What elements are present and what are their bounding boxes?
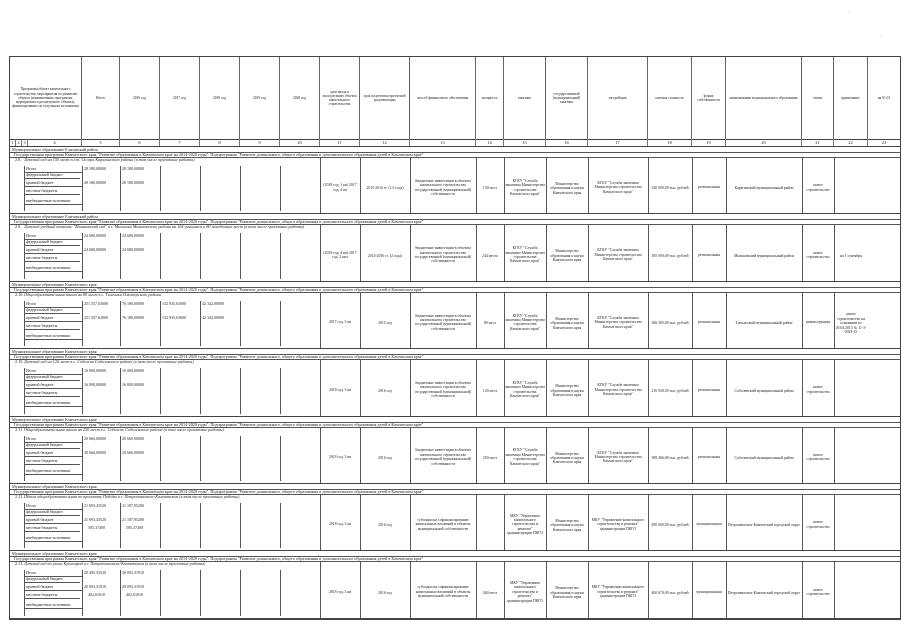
cell-cost: 490 000,00 тыс. рублей [651, 523, 689, 528]
object-number: 2.9. [15, 224, 22, 230]
column-number: 19 [692, 139, 726, 146]
cell-gov: Министерство образования и науки Камчатского края [550, 586, 584, 600]
column-number: 6 [120, 139, 160, 146]
header-cell: срок ввода в эксплуатацию объекта капитального строительства [320, 57, 360, 139]
header-cell: сметная стоимость [648, 57, 692, 139]
cell-customer: КГКУ "Служба заказчика Министерства строительства Камчатского края" [505, 381, 545, 399]
cell-capacity: 244 места [482, 253, 498, 258]
row-label-local: местные бюджеты [26, 457, 58, 463]
column-number: 23 [881, 140, 887, 145]
cell-ownership: региональная [698, 252, 720, 257]
header-cell: 2019 год [240, 57, 280, 139]
header-cell: на 01.01 [877, 95, 891, 100]
value-total: 21 187,95200 [122, 503, 144, 508]
cell-note: на 1 сентября [840, 253, 862, 258]
program-title: Государственная программа Камчатского края "Развитие образования в Камчатском крае на 2014-2020 годы". Подпрограмма "Развитие дошкольного, общего образования и дополнительного образования детей в Камчатском крае" [14, 286, 424, 292]
row-label-regional: краевой бюджет [26, 517, 54, 522]
row-label-regional: краевой бюджет [26, 247, 54, 253]
row-label-regional: краевой бюджет [26, 449, 54, 455]
page-mark: · [848, 10, 850, 16]
row-label-federal: федеральный бюджет [26, 306, 63, 312]
cell-note: новое строительство на основании от 29.04.2015 № 11-3-0023-15 [835, 312, 867, 335]
cell-commission: 2018 год, 3 кв [328, 387, 352, 392]
value-regional: 24 680,00000 [84, 247, 106, 253]
row-label-federal: федеральный бюджет [26, 172, 63, 177]
cell-design: 2016 год [378, 388, 392, 393]
cell-capacity: 80 мест [483, 321, 497, 326]
column-number: 22 [834, 139, 868, 146]
cell-ownership: муниципальная [696, 522, 722, 527]
header-cell: способ финансового обеспечения [410, 57, 476, 139]
cell-funding: бюджетные инвестиции в объекты капитального строительства государственной (муниципальной) собственности [414, 313, 472, 331]
row-label-regional: краевой бюджет [26, 382, 54, 388]
row-label-federal: федеральный бюджет [26, 509, 63, 514]
value-regional: 251 357,63000 [84, 314, 108, 320]
cell-commission: 2018 год, 3 кв [328, 522, 352, 527]
cell-stage: новое строительство [806, 385, 830, 394]
cell-capacity: 260 мест [482, 590, 498, 595]
row-label-total: Итого [26, 503, 37, 508]
object-number: 2.8. [15, 157, 22, 162]
value-total: 24 680,00000 [84, 233, 106, 239]
row-label-extra: внебюджетные источники [26, 332, 71, 338]
cell-customer: КГКУ "Служба заказчика Министерства строительства Камчатского края" [505, 178, 545, 197]
cell-developer: МКУ "Управление капитального строительства и ремонта" администрации ПКГО [591, 585, 645, 599]
object-number: 2.10. [15, 359, 24, 365]
row-label-federal: федеральный бюджет [26, 239, 63, 245]
column-number: 11 [320, 139, 360, 146]
cell-cost: 400 670,00 тыс. рублей [651, 590, 689, 595]
cell-gov: Министерство образования и науки Камчатского края [550, 182, 584, 195]
cell-customer: КГКУ "Служба заказчика Министерства строительства Камчатского края" [505, 448, 545, 466]
row-label-extra: внебюджетные источники [26, 535, 71, 540]
cell-gov: Министерство образования и науки Камчатского края [550, 249, 584, 263]
cell-stage: реконструкция [806, 320, 830, 325]
section-block [10, 214, 900, 281]
cell-mo: Карагинский муниципальный район [734, 186, 794, 191]
municipality-title: Муниципальное образование Елизовский район [12, 147, 98, 152]
cell-stage: новое строительство [806, 452, 830, 462]
row-label-extra: внебюджетные источники [26, 265, 71, 271]
program-title: Государственная программа Камчатского края "Развитие образования в Камчатском крае на 2014-2020 годы". Подпрограмма "Развитие дошкольного, общего образования и дополнительного образования детей в Камчатском крае" [14, 489, 424, 494]
row-label-local: местные бюджеты [26, 390, 58, 396]
header-cell: 2020 год [280, 57, 320, 139]
row-label-local: местные бюджеты [26, 322, 58, 328]
row-label-local: местные бюджеты [26, 188, 58, 193]
value-regional: 16 000,00000 [122, 382, 144, 388]
value-total: 20 660,00000 [122, 435, 144, 441]
cell-ownership: региональная [698, 387, 720, 392]
column-number: 5 [82, 139, 120, 146]
cell-funding: бюджетные инвестиции в объекты капитального строительства государственной (муниципальной) собственности [414, 381, 472, 399]
cell-customer: МКУ "Управление капитального строительства и ремонта" администрации ПКГО [506, 513, 544, 536]
column-number: 7 [160, 139, 200, 146]
value-local: 402,01610 [88, 592, 105, 598]
header-cell: наименование муниципального образования [726, 57, 802, 139]
cell-developer: КГКУ "Служба заказчика Министерства строительства Камчатского края" [594, 315, 642, 329]
row-label-local: местные бюджеты [26, 525, 58, 530]
value-total: 28 180,00000 [84, 166, 106, 171]
row-label-federal: федеральный бюджет [26, 374, 63, 380]
cell-stage: новое строительство [806, 250, 830, 260]
program-title: Государственная программа Камчатского края "Развитие образования в Камчатском крае на 2014-2020 годы". Подпрограмма "Развитие дошкольного, общего образования и дополнительного образования детей в Камчатском крае" [14, 219, 424, 225]
row-label-regional: краевой бюджет [26, 314, 54, 320]
object-number: 2.13. [15, 561, 24, 567]
cell-ownership: муниципальная [696, 589, 722, 594]
column-number: 21 [802, 139, 834, 146]
header-cell: форма собственности [692, 57, 726, 139]
cell-cost: 266 305,00 тыс. рублей [651, 321, 689, 326]
row-label-total: Итого [26, 300, 37, 306]
column-number: 8 [200, 139, 240, 146]
column-number-row [10, 139, 900, 147]
column-number: 15 [504, 139, 546, 146]
row-label-total: Итого [26, 166, 37, 171]
cell-mo: Тигильский муниципальный район [735, 321, 793, 326]
cell-design: 2016 год [378, 456, 392, 461]
header-cell: 2016 год [120, 57, 160, 139]
row-label-total: Итого [26, 435, 37, 441]
value-total: 21 693,43520 [84, 503, 106, 508]
row-label-extra: внебюджетные источники [26, 400, 71, 406]
cell-stage: новое строительство [806, 587, 830, 597]
program-title: Государственная программа Камчатского края "Развитие образования в Камчатском крае на 2014-2020 годы". Подпрограмма "Развитие дошкольного, общего образования и дополнительного образования детей в Камчатском крае" [14, 556, 424, 562]
cell-funding: субсидии на софинансирование капитальных вложений в объекты муниципальной собственности [415, 518, 471, 531]
column-number: 2 [16, 139, 22, 146]
value-total: 42 342,00000 [202, 300, 224, 306]
object-number: 2.10. [15, 291, 24, 297]
cell-customer: КГКУ "Служба заказчика Министерства строительства Камчатского края" [505, 313, 545, 331]
column-number: 20 [726, 139, 802, 146]
column-number: 12 [360, 139, 410, 146]
section-block [10, 484, 900, 551]
row-label-local: местные бюджеты [26, 255, 58, 261]
object-title: Школа общеобразовательная по проспекту Победы в г. Петропавловске-Камчатском (в том числе проектные работы) [24, 494, 240, 499]
program-title: Государственная программа Камчатского края "Развитие образования в Камчатском крае на 2014-2020 годы". Подпрограмма "Развитие дошкольного, общего образования и дополнительного образования детей в Камчатском крае" [14, 354, 424, 360]
document-table [9, 56, 901, 620]
column-number: 3 [22, 139, 28, 146]
value-total: 20 660,00000 [84, 435, 106, 441]
header-cell: мощность [476, 57, 504, 139]
value-total: 20 093,31910 [122, 570, 144, 576]
column-number: 1 [10, 139, 16, 146]
row-label-federal: федеральный бюджет [26, 441, 63, 447]
header-cell: срок подготовки проектной документации [360, 57, 410, 139]
cell-design: 2016 год [378, 523, 392, 528]
value-total: 16 000,00000 [84, 368, 106, 374]
cell-design: 2014-2016 гг. (2 года) [367, 253, 403, 258]
row-label-federal: федеральный бюджет [26, 576, 63, 582]
cell-gov: Министерство образования и науки Камчатского края [550, 384, 584, 398]
municipality-title: Муниципальное образование Камчатского края [12, 416, 97, 422]
object-title: Общеобразовательная школа на 250 мест в с. Соболево Соболевского района (в том числе проектные работы) [24, 426, 224, 432]
row-label-total: Итого [26, 570, 37, 576]
cell-developer: КГКУ "Служба заказчика Министерства строительства Камчатского края" [594, 181, 642, 194]
section-block [10, 282, 900, 349]
column-number: 4 [28, 139, 82, 146]
value-total: 76 180,00000 [122, 300, 144, 306]
row-label-extra: внебюджетные источники [26, 602, 71, 608]
section-block [10, 349, 900, 416]
cell-mo: Мильковский муниципальный район [734, 253, 794, 258]
page-mark: · [880, 34, 882, 40]
value-regional: 76 180,00000 [122, 314, 144, 320]
row-label-total: Итого [26, 233, 37, 239]
row-label-regional: краевой бюджет [26, 180, 54, 185]
object-title: Детский сад на 120 мест в с. Соболево Соболевского района (в том числе проектные работы) [24, 359, 194, 365]
value-local: 402,01610 [126, 592, 143, 598]
row-label-total: Итого [26, 368, 37, 374]
value-total: 251 357,63000 [84, 300, 108, 306]
object-number: 2.12. [15, 494, 24, 499]
column-number: 13 [410, 139, 476, 146]
value-regional: 20 093,31910 [122, 584, 144, 590]
value-total: 20 495,33520 [84, 570, 106, 576]
program-title: Государственная программа Камчатского края "Развитие образования в Камчатском крае на 2014-2020 годы". Подпрограмма "Развитие дошкольного, общего образования и дополнительного образования детей в Камчатском крае" [14, 152, 424, 157]
object-title: Детский учебный комплекс "Мильковский сад" в с. Мильково Мильковского района на 164 учащимся и 80 посадочных мест (в том числе проектные работы) [24, 224, 305, 230]
cell-funding: субсидии на софинансирование капитальных вложений в объекты муниципальной собственности [415, 585, 471, 599]
row-label-extra: внебюджетные источники [26, 198, 71, 203]
cell-capacity: 150 мест [482, 186, 498, 191]
column-number: 17 [588, 139, 648, 146]
cell-funding: бюджетные инвестиции в объекты капитального строительства государственной (муниципальной) собственности [414, 448, 472, 466]
cell-mo: Петропавловск-Камчатский городской округ [727, 590, 801, 595]
value-local: 505,37400 [126, 525, 143, 530]
column-number: 10 [280, 139, 320, 146]
cell-mo: Петропавловск-Камчатский городской округ [727, 523, 801, 528]
cell-stage: новое строительство [806, 520, 830, 529]
row-label-local: местные бюджеты [26, 592, 58, 598]
municipality-title: Муниципальное образование Камчатского края [12, 484, 97, 489]
value-regional: 42 342,00000 [202, 314, 224, 320]
value-regional: 16 000,00000 [84, 382, 106, 388]
cell-customer: КГКУ "Служба заказчика Министерства строительства Камчатского края" [505, 246, 545, 264]
cell-developer: КГКУ "Служба заказчика Министерства строительства Камчатского края" [594, 450, 642, 464]
header-cell: Итого [82, 57, 120, 139]
object-title: Детский сад на 150 мест п.г.т. Оссора Карагинского района (в том числе проектные работы) [24, 157, 195, 162]
cell-developer: МКУ "Управление капитального строительства и ремонта" администрации ПКГО [591, 518, 645, 531]
object-title: Детский сад по улице Кроноцкой в г. Петропавловске-Камчатском (в том числе проектные работы) [24, 561, 206, 567]
cell-capacity: 120 мест [482, 388, 498, 393]
cell-cost: 395 000,00 тыс. рублей [651, 253, 689, 258]
column-number: 14 [476, 139, 504, 146]
cell-customer: МКУ "Управление капитального строительства и ремонта" администрации ПКГО [506, 581, 544, 603]
value-regional: 28 180,00000 [122, 180, 144, 185]
value-regional: 28 180,00000 [84, 180, 106, 185]
header-cell: заказчик [504, 57, 546, 139]
table-header [10, 57, 900, 140]
column-number: 16 [546, 139, 588, 146]
cell-mo: Соболевский муниципальный район [734, 388, 794, 393]
value-regional: 20 660,00000 [122, 449, 144, 455]
header-cell: застройщик [588, 57, 648, 139]
value-total: 132 835,63000 [162, 300, 186, 306]
cell-commission: (2018 год, 1 кв) 2017 год, 4 кв [323, 183, 357, 192]
cell-cost: 389 466,00 тыс. рублей [651, 456, 689, 461]
cell-commission: 2017 год, 3 кв [328, 320, 352, 325]
header-cell: государственный (муниципальный) заказчик [546, 57, 588, 139]
header-cell: Программа/объект капитального строительства, мероприятия по развитию объекта (наименование программы, мероприятия и реализуемого объекта), финансирование по отдельным источникам [10, 57, 82, 139]
header-cell: 2017 год [160, 57, 200, 139]
row-label-regional: краевой бюджет [26, 584, 54, 590]
column-number: 9 [240, 139, 280, 146]
cell-ownership: региональная [698, 455, 720, 460]
value-regional: 132 835,63000 [162, 314, 186, 320]
cell-funding: бюджетные инвестиции в объекты капитального строительства государственной (муниципальной) собственности [414, 246, 472, 264]
cell-design: 2015-2016 гг. (1,5 года) [366, 186, 404, 191]
row-label-extra: внебюджетные источники [26, 467, 71, 473]
section-block [10, 417, 900, 484]
cell-gov: Министерство образования и науки Камчатского края [550, 451, 584, 465]
cell-capacity: 250 мест [482, 456, 498, 461]
object-number: 2.11. [15, 426, 24, 432]
cell-ownership: региональная [698, 185, 720, 190]
cell-design: 2016 год [378, 590, 392, 595]
section-block [10, 147, 900, 214]
value-regional: 21 693,43520 [84, 517, 106, 522]
value-regional: 20 660,00000 [84, 449, 106, 455]
cell-gov: Министерство образования и науки Камчатского края [550, 519, 584, 532]
cell-gov: Министерство образования и науки Камчатского края [550, 316, 584, 330]
cell-funding: бюджетные инвестиции в объекты капитального строительства государственной (муниципальной) собственности [414, 178, 472, 197]
value-regional: 24 680,00000 [122, 247, 144, 253]
object-title: Общеобразовательная школа на 80 мест в с. Тиличики Олюторского района [24, 291, 161, 297]
value-local: 505,37400 [88, 525, 105, 530]
header-cell: этапы [802, 57, 834, 139]
cell-cost: 216 928,00 тыс. рублей [651, 388, 689, 393]
header-cell: примечание [834, 57, 868, 139]
value-regional: 21 187,95200 [122, 517, 144, 522]
municipality-title: Муниципальное образование Елизовский район [12, 214, 98, 220]
municipality-title: Муниципальное образование Камчатского края [12, 281, 97, 287]
cell-commission: 2018 год, 3 кв [328, 589, 352, 594]
program-title: Государственная программа Камчатского края "Развитие образования в Камчатском крае на 2014-2020 годы". Подпрограмма "Развитие дошкольного, общего образования и дополнительного образования детей в Камчатском крае" [14, 421, 424, 427]
cell-stage: новое строительство [806, 183, 830, 192]
cell-ownership: региональная [698, 320, 720, 325]
value-total: 28 180,00000 [122, 166, 144, 171]
section-block [10, 551, 900, 618]
cell-commission: (2018 год, 4 кв) 2017 год, 2 квл [323, 250, 357, 260]
municipality-title: Муниципальное образование Камчатского края [12, 551, 97, 557]
cell-developer: КГКУ "Служба заказчика Министерства строительства Камчатского края" [594, 383, 642, 397]
cell-design: 2015 год [378, 321, 392, 326]
cell-mo: Соболевский муниципальный район [734, 456, 794, 461]
header-cell: 2018 год [200, 57, 240, 139]
cell-cost: 330 000,00 тыс. рублей [651, 186, 689, 191]
column-number: 18 [648, 139, 692, 146]
value-total: 24 680,00000 [122, 233, 144, 239]
value-total: 16 000,00000 [122, 368, 144, 374]
municipality-title: Муниципальное образование Камчатского края [12, 349, 97, 355]
value-regional: 20 093,31910 [84, 584, 106, 590]
cell-commission: 2018 год, 3 кв [328, 455, 352, 460]
cell-developer: КГКУ "Служба заказчика Министерства строительства Камчатского края" [594, 248, 642, 262]
